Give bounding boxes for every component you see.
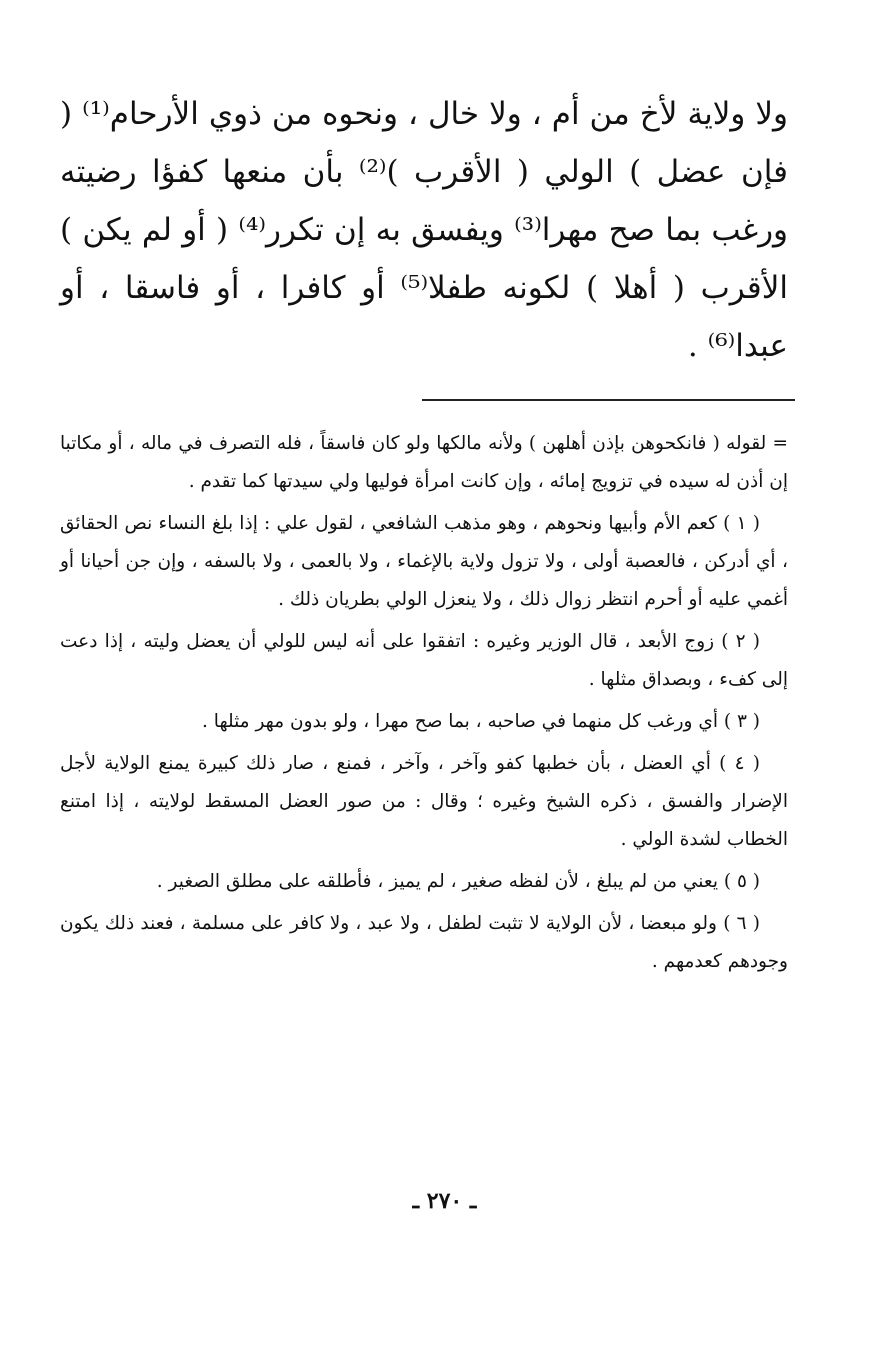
- footnote-2: ( ٢ ) زوج الأبعد ، قال الوزير وغيره : اتفقوا على أنه ليس للولي أن يعضل وليته ، إذا دعت إلى كفء ، وبصداق مثلها .: [60, 631, 788, 690]
- main-text-block: [60, 85, 788, 375]
- footnote-6: ( ٦ ) ولو مبعضا ، لأن الولاية لا تثبت لطفل ، ولا عبد ، ولا كافر على مسلمة ، فعند ذلك يكون وجودهم كعدمهم .: [60, 913, 788, 972]
- footnote-3: ( ٣ ) أي ورغب كل منهما في صاحبه ، بما صح مهرا ، ولو بدون مهر مثلها .: [202, 711, 760, 732]
- main-paragraph-text: ولا ولاية لأخ من أم ، ولا خال ، ونحوه من ذوي الأرحام⁽¹⁾ ( فإن عضل ) الولي ( الأقرب )⁽²⁾ بأن منعها كفؤا رضيته ورغب بما صح مهرا⁽³⁾ ويفسق به إن تكرر⁽⁴⁾ ( أو لم يكن ) الأقرب ( أهلا ) لكونه طفلا⁽⁵⁾ أو كافرا ، أو فاسقا ، أو عبدا⁽⁶⁾ .: [60, 96, 789, 364]
- footnote-4: ( ٤ ) أي العضل ، بأن خطبها كفو وآخر ، وآخر ، فمنع ، صار ذلك كبيرة يمنع الولاية لأجل الإضرار والفسق ، ذكره الشيخ وغيره ؛ وقال : من صور العضل المسقط لولايته ، إذا امتنع الخطاب لشدة الولي .: [60, 753, 788, 850]
- footnote-divider: [422, 399, 795, 401]
- footnote-continuation: = لقوله ( فانكحوهن بإذن أهلهن ) ولأنه مالكها ولو كان فاسقاً ، فله التصرف في ماله ، أو مكاتبا إن أذن له سيده في تزويج إمائه ، وإن كانت امرأة فوليها ولي سيدتها كما تقدم .: [60, 433, 788, 492]
- footnote-5: ( ٥ ) يعني من لم يبلغ ، لأن لفظه صغير ، لم يميز ، فأطلقه على مطلق الصغير .: [156, 871, 760, 892]
- footnote-1: ( ١ ) كعم الأم وأبيها ونحوهم ، وهو مذهب الشافعي ، لقول علي : إذا بلغ النساء نص الحقائق ، أي أدركن ، فالعصبة أولى ، ولا تزول ولاية بالإغماء ، ولا بالعمى ، ولا بالسفه ، وإن جن أحيانا أو أغمي عليه أو أحرم انتظر زوال ذلك ، ولا ينعزل الولي بطريان ذلك .: [60, 513, 788, 610]
- page-number: ـ ٢٧٠ ـ: [412, 1188, 477, 1214]
- footnotes-section: [60, 425, 788, 985]
- main-paragraph: [60, 85, 788, 375]
